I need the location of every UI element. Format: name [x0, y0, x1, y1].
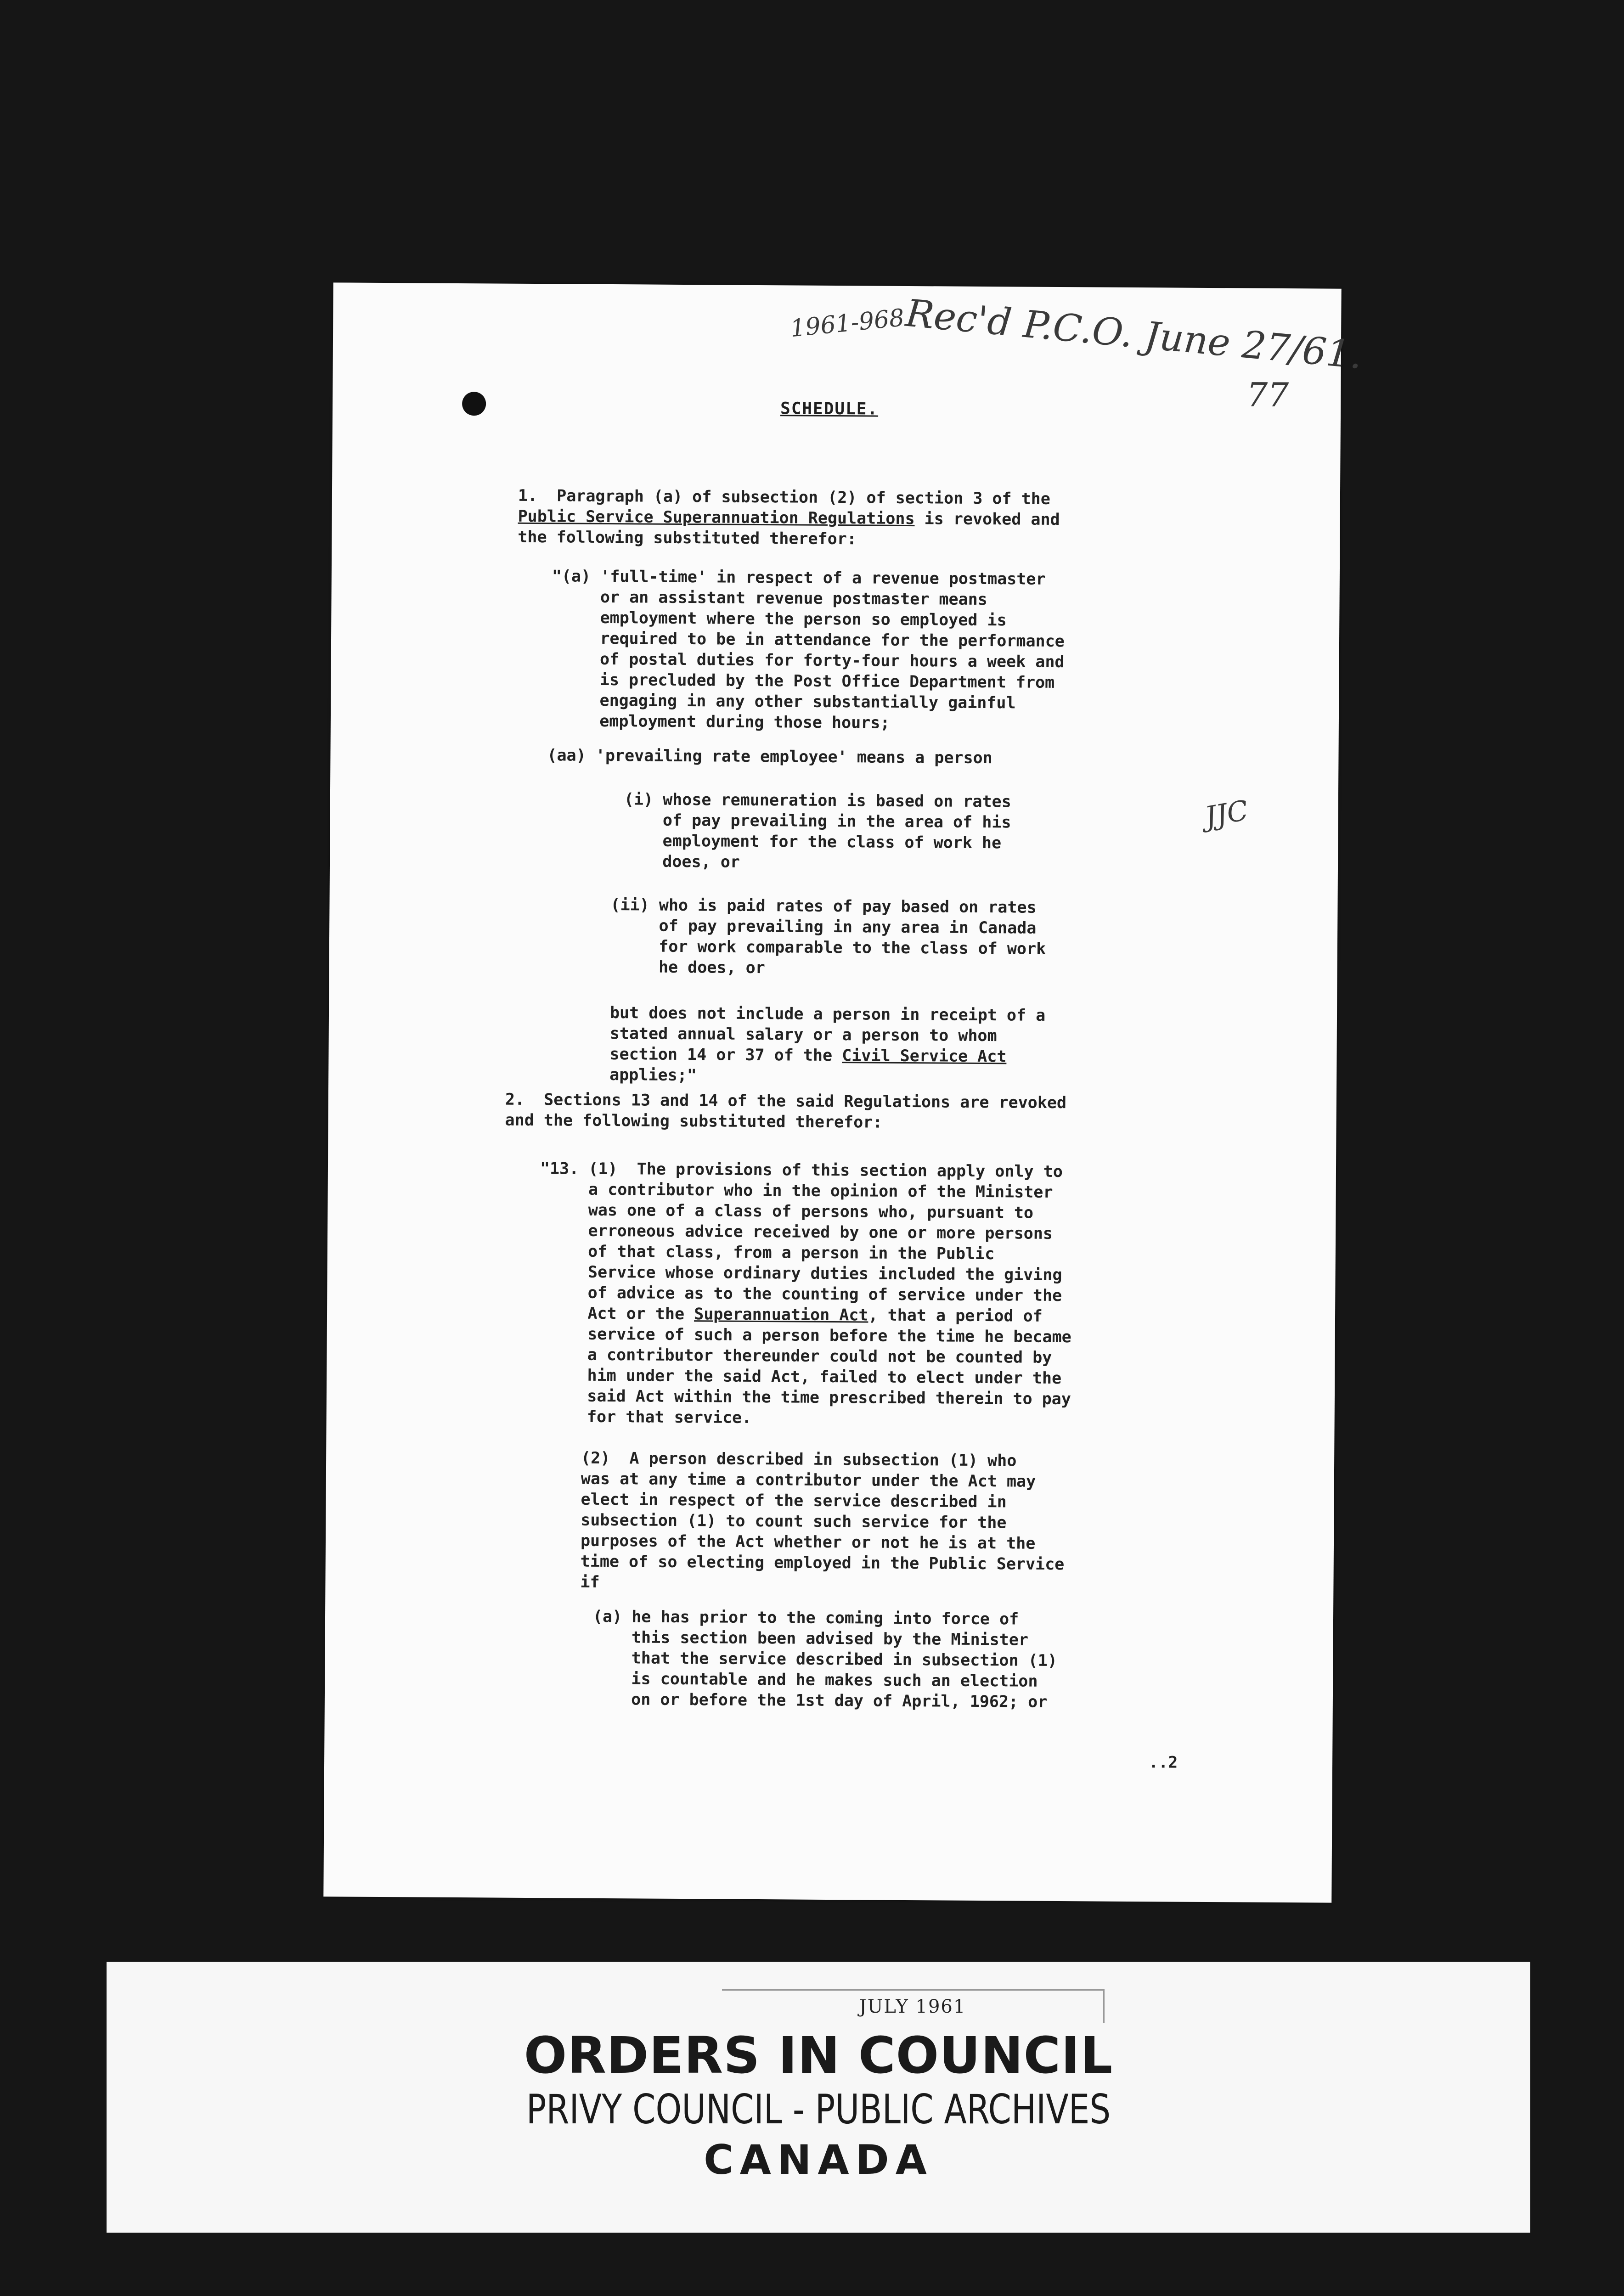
section13-subsection1: [539, 1159, 1073, 1430]
document-page: [323, 282, 1365, 1902]
civil-service-act: Civil Service Act: [842, 1047, 1007, 1066]
schedule-title: SCHEDULE.: [780, 399, 879, 419]
section13-clause-a: (a) he has prior to the coming into force of this section been advised by the Minister that the service described in subsection (1) is countable and he makes such an election on or before the 1st day of April, 1962; or: [592, 1607, 1058, 1711]
archive-label-tab: [547, 2195, 1157, 2232]
exclusion-text: but does not include a person in receipt of a stated annual salary or a person to whom section 14 or 37 of the: [609, 1004, 1046, 1065]
section2-intro: 2. Sections 13 and 14 of the said Regulations are revoked and the following substituted therefor:: [505, 1090, 1067, 1132]
section1-intro-line1: 1. Paragraph (a) of subsection (2) of section 3 of the: [518, 486, 1050, 508]
label-title: ORDERS IN COUNCIL: [524, 2026, 1113, 2085]
exclusion-end: applies;": [609, 1066, 697, 1085]
exclusion-clause: [609, 1003, 1045, 1088]
handwritten-initials: JJC: [1202, 794, 1251, 833]
item-ii: (ii) who is paid rates of pay based on rates of pay prevailing in any area in Canada for work comparable to the class of work he does, or: [610, 896, 1046, 978]
label-date: JULY 1961: [722, 1989, 1105, 2023]
archive-label: [107, 1962, 1530, 2233]
regulations-title: Public Service Superannuation Regulations: [518, 507, 915, 529]
section1-intro-line3: the following substituted therefor:: [518, 528, 857, 549]
label-country: CANADA: [704, 2136, 933, 2183]
paragraph-a: "(a) 'full-time' in respect of a revenue postmaster or an assistant revenue postmaster means employment where the person so employed is required to be in attendance for the performance of postal duties for forty-four hours a week and is precluded by the Post Office Department from engaging in any other substantially gainful employment during those hours;: [551, 567, 1065, 732]
section13-subsection2: (2) A person described in subsection (1) who was at any time a contributor under the Act may elect in respect of the service described in subsection (1) to count such service for the purposes of the Act whether or not he is at the time of so electing employed in the Public Service if: [580, 1449, 1065, 1592]
section1-intro-line2: is revoked and: [914, 510, 1060, 529]
item-i: (i) whose remuneration is based on rates of pay prevailing in the area of his employment for the class of work he does, or: [623, 790, 1011, 872]
section13-text: "13. (1) The provisions of this section apply only to a contributor who in the opinion of the Minister was one of a class of persons who, pursuant to erroneous advice received by one or more persons of that class, from a person in the Public Service whose ordinary duties included the giving of advice as to the counting of service under the Act or the: [539, 1159, 1063, 1324]
label-subtitle: PRIVY COUNCIL - PUBLIC ARCHIVES: [526, 2086, 1111, 2133]
paragraph-aa: (aa) 'prevailing rate employee' means a person: [547, 746, 992, 768]
superannuation-act: Superannuation Act: [694, 1305, 868, 1325]
handwritten-received: Rec'd P.C.O. June 27/61.: [903, 291, 1365, 378]
section1-intro: [518, 486, 1060, 551]
section13-text-cont: , that a period of service of such a person before the time he became a contributor thereunder could not be counted by him under the said Act, failed to elect under the said Act within the time prescribed therein to pay for that service.: [538, 1306, 1071, 1427]
handwritten-number: 1961-968: [789, 304, 906, 343]
punch-hole: [462, 392, 486, 416]
handwritten-page-number: 77: [1246, 375, 1289, 415]
continuation-marker: ..2: [1148, 1753, 1178, 1772]
